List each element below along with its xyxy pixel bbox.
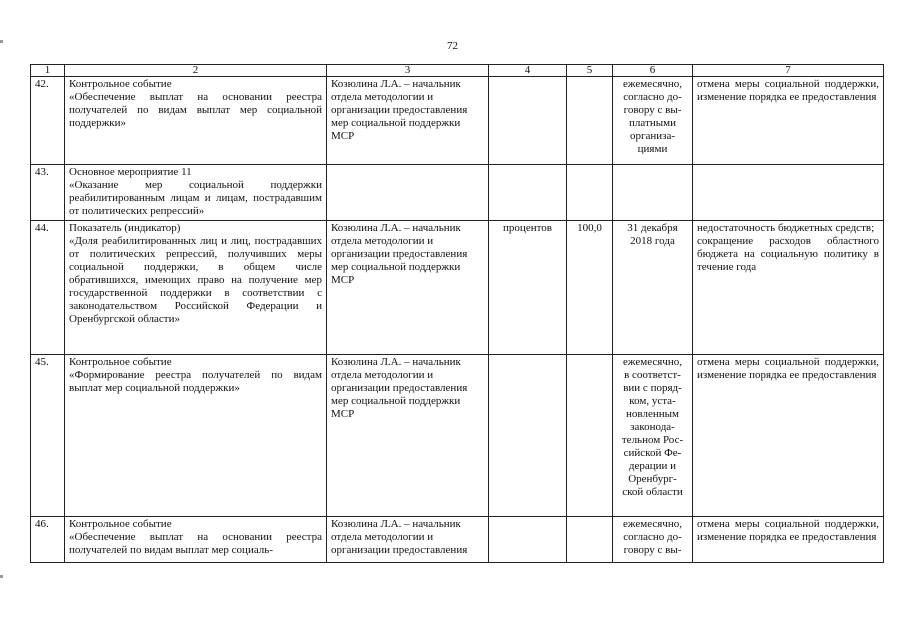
responsible-person: Козюлина Л.А. – начальник отдела методологии и организации предоставления xyxy=(327,517,489,563)
table-row xyxy=(31,355,884,517)
table-row xyxy=(31,165,884,221)
risk-cell xyxy=(693,165,884,221)
scan-margin-mark xyxy=(0,40,3,43)
row-number: 44. xyxy=(31,221,65,355)
event-name: Контрольное событие «Обеспечение выплат на основании реестра получателей по видам выплат мер социаль- xyxy=(65,517,327,563)
deadline-cell: ежемесячно, в соответст- вии с поряд- ком, уста- новленным законода- тельном Рос- сийской Фе- дерации и Оренбург- ской области xyxy=(613,355,693,517)
risk-cell: отмена меры социальной поддержки, изменение порядка ее предоставления xyxy=(693,517,884,563)
row-number: 45. xyxy=(31,355,65,517)
scan-margin-mark xyxy=(0,575,3,578)
deadline-cell: 31 декабря 2018 года xyxy=(613,221,693,355)
value-cell xyxy=(567,165,613,221)
column-header: 5 xyxy=(567,65,613,77)
table-row xyxy=(31,221,884,355)
risk-cell: отмена меры социальной поддержки, изменение порядка ее предоставления xyxy=(693,77,884,165)
risk-cell: недостаточность бюджетных средств; сокращение расходов областного бюджета на социальную политику в течение года xyxy=(693,221,884,355)
page-number: 72 xyxy=(447,40,458,52)
risk-cell: отмена меры социальной поддержки, изменение порядка ее предоставления xyxy=(693,355,884,517)
column-header: 3 xyxy=(327,65,489,77)
unit-cell xyxy=(489,165,567,221)
measures-table xyxy=(30,64,884,563)
unit-cell: процентов xyxy=(489,221,567,355)
column-header: 2 xyxy=(65,65,327,77)
event-name: Контрольное событие «Формирование реестра получателей по видам выплат мер социальной поддержки» xyxy=(65,355,327,517)
value-cell: 100,0 xyxy=(567,221,613,355)
responsible-person: Козюлина Л.А. – начальник отдела методологии и организации предоставления мер социальной поддержки МСР xyxy=(327,221,489,355)
deadline-cell: ежемесячно, согласно до- говору с вы- платными организа- циями xyxy=(613,77,693,165)
row-number: 42. xyxy=(31,77,65,165)
responsible-person xyxy=(327,165,489,221)
column-header: 4 xyxy=(489,65,567,77)
responsible-person: Козюлина Л.А. – начальник отдела методологии и организации предоставления мер социальной поддержки МСР xyxy=(327,77,489,165)
table-header-row xyxy=(31,65,884,77)
indicator-name: Показатель (индикатор) «Доля реабилитированных лиц и лиц, пострадавших от политических репрессий, получивших меры социальной поддержки, в общем числе обратившихся, имеющих право на получение мер государственной поддержки в соответствии с законодательством Российской Федерации и Оренбургской области» xyxy=(65,221,327,355)
responsible-person: Козюлина Л.А. – начальник отдела методологии и организации предоставления мер социальной поддержки МСР xyxy=(327,355,489,517)
value-cell xyxy=(567,517,613,563)
unit-cell xyxy=(489,517,567,563)
value-cell xyxy=(567,77,613,165)
deadline-cell: ежемесячно, согласно до- говору с вы- xyxy=(613,517,693,563)
column-header: 1 xyxy=(31,65,65,77)
column-header: 7 xyxy=(693,65,884,77)
column-header: 6 xyxy=(613,65,693,77)
table-row xyxy=(31,77,884,165)
table-row xyxy=(31,517,884,563)
event-name: Контрольное событие «Обеспечение выплат на основании реестра получателей по видам выплат мер социальной поддержки» xyxy=(65,77,327,165)
deadline-cell xyxy=(613,165,693,221)
event-name: Основное мероприятие 11 «Оказание мер социальной поддержки реабилитированным лицам и лицам, пострадавшим от политических репрессий» xyxy=(65,165,327,221)
value-cell xyxy=(567,355,613,517)
row-number: 46. xyxy=(31,517,65,563)
row-number: 43. xyxy=(31,165,65,221)
unit-cell xyxy=(489,355,567,517)
unit-cell xyxy=(489,77,567,165)
